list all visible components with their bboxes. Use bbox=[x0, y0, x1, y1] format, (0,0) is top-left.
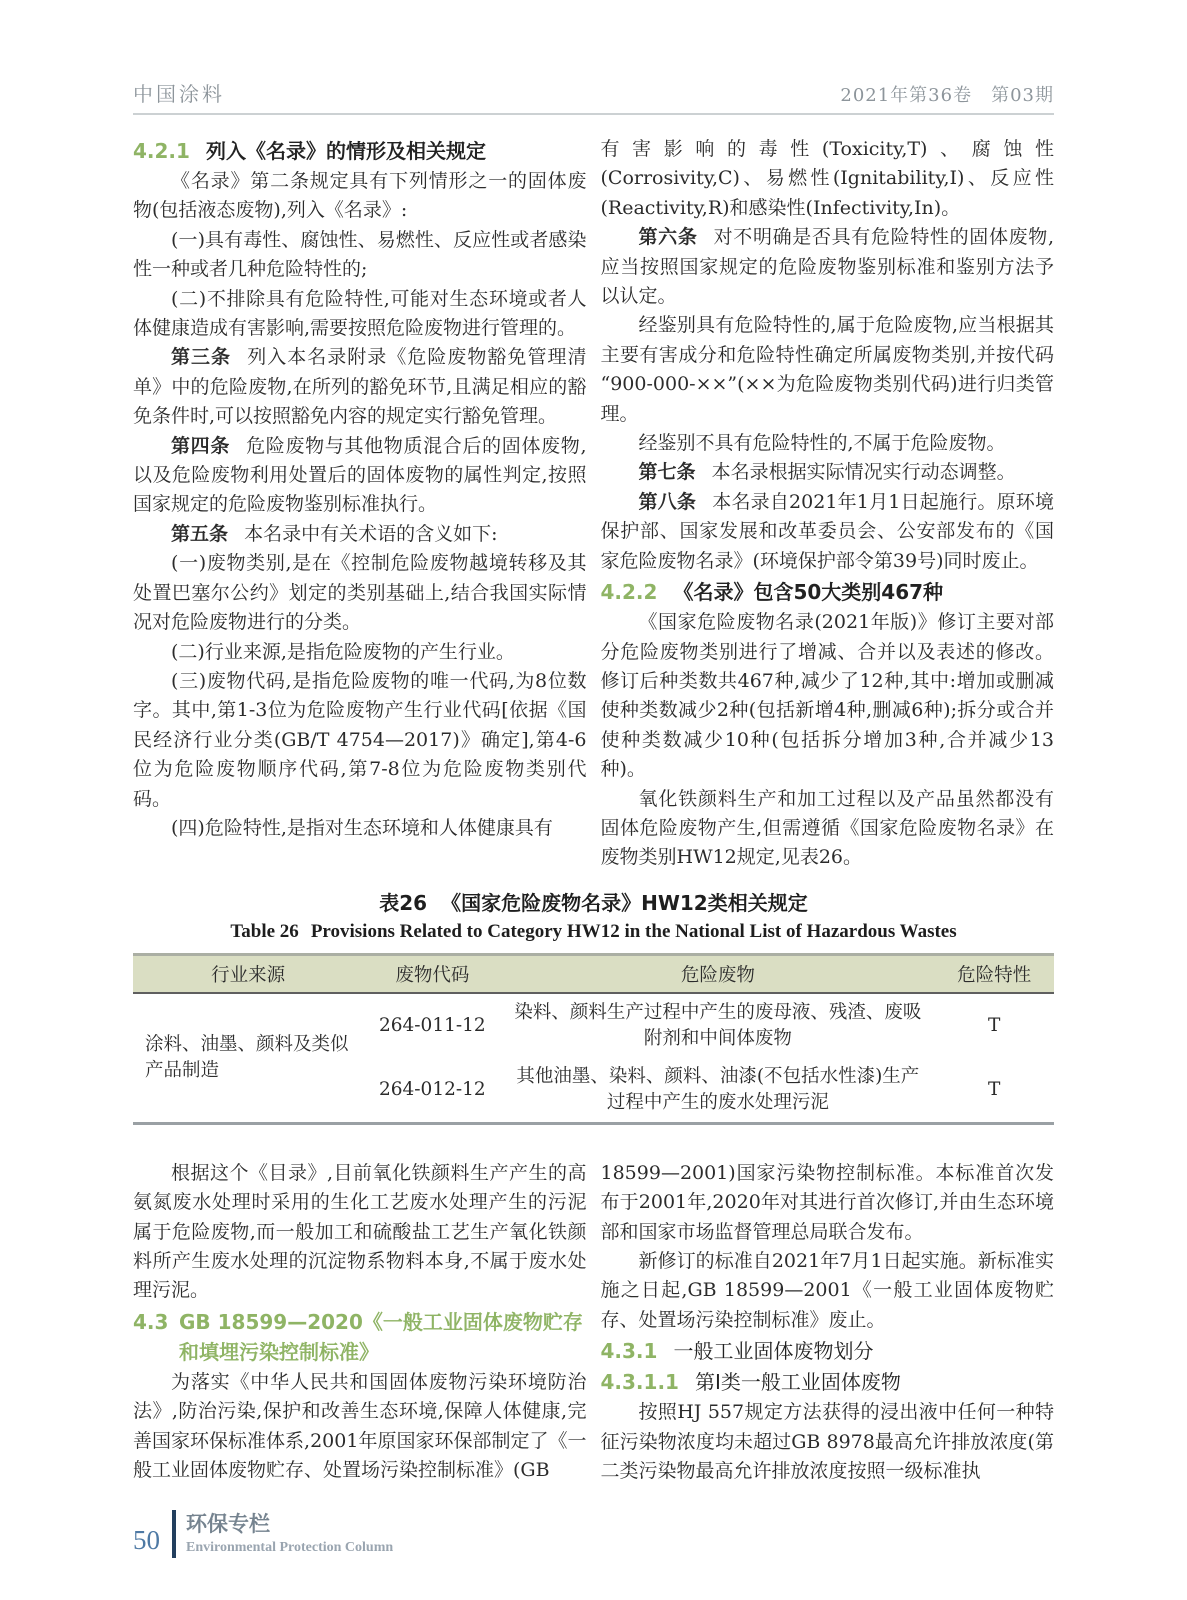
paragraph: 经鉴别具有危险特性的,属于危险废物,应当根据其主要有害成分和危险特性确定所属废物类别,并按代码“900-000-××”(××为危险废物类别代码)进行归类管理。 bbox=[600, 314, 1054, 425]
paragraph: 第四条 危险废物与其他物质混合后的固体废物,以及危险废物利用处置后的固体废物的属性判定,按照国家规定的危险废物鉴别标准执行。 bbox=[133, 434, 587, 516]
page-number: 50 bbox=[133, 1525, 160, 1555]
col-header-hazardous-waste: 危险废物 bbox=[501, 954, 934, 993]
paragraph: 根据这个《目录》,目前氧化铁颜料生产产生的高氨氮废水处理时采用的生化工艺废水处理产生的污泥属于危险废物,而一般加工和硫酸盐工艺生产氧化铁颜料所产生废水处理的沉淀物系物料本身,不属于废水处理污泥。 bbox=[133, 1161, 587, 1302]
section-title: 一般工业固体废物划分 bbox=[673, 1339, 874, 1364]
waste-code-cell: 264-012-12 bbox=[378, 1078, 486, 1100]
waste-code-cell: 264-011-12 bbox=[378, 1014, 486, 1036]
page-footer bbox=[133, 1510, 393, 1558]
paragraph: 为落实《中华人民共和国固体废物污染环境防治法》,防治污染,保护和改善生态环境,保障人体健康,完善国家环保标准体系,2001年原国家环保部制定了《一般工业固体废物贮存、处置场污染控制标准》(GB bbox=[133, 1370, 587, 1481]
article-number: 第五条 bbox=[171, 522, 229, 545]
section-heading-4-3-1 bbox=[601, 1336, 1055, 1366]
article-number: 第八条 bbox=[638, 490, 697, 513]
paragraph: (一)废物类别,是在《控制危险废物越境转移及其处置巴塞尔公约》划定的类别基础上,结合我国实际情况对危险废物进行的分类。 bbox=[133, 552, 587, 634]
paragraph: (四)危险特性,是指对生态环境和人体健康具有 bbox=[171, 816, 553, 839]
section-number: 4.2.2 bbox=[600, 580, 658, 605]
issue-info: 2021年第36卷 第03期 bbox=[840, 85, 1054, 106]
paragraph: 有害影响的毒性(Toxicity,T)、腐蚀性(Corrosivity,C)、易燃性(Ignitability,I)、反应性(Reactivity,R)和感染性(Infectivity,In)。 bbox=[600, 138, 1054, 219]
hazardous-waste-cell: 其他油墨、染料、颜料、油漆(不包括水性漆)生产过程中产生的废水处理污泥 bbox=[516, 1065, 920, 1113]
col-header-hazard-property: 危险特性 bbox=[934, 954, 1054, 993]
left-column-lower bbox=[133, 1159, 587, 1487]
left-column bbox=[133, 135, 587, 873]
footer-divider bbox=[172, 1510, 176, 1558]
article-number: 第三条 bbox=[171, 346, 232, 369]
paragraph: 18599—2001)国家污染物控制标准。本标准首次发布于2001年,2020年对其进行首次修订,并由生态环境部和国家市场监督管理总局联合发布。 bbox=[600, 1161, 1054, 1243]
table-number-zh: 表26 bbox=[379, 890, 428, 915]
table-row bbox=[133, 993, 1054, 1058]
article-number: 第四条 bbox=[171, 434, 230, 457]
section-heading-4-2-2 bbox=[601, 577, 1055, 607]
paragraph: (二)不排除具有危险特性,可能对生态环境或者人体健康造成有害影响,需要按照危险废物进行管理的。 bbox=[133, 287, 587, 340]
paragraph: 氧化铁颜料生产和加工过程以及产品虽然都没有固体危险废物产生,但需遵循《国家危险废物名录》在废物类别HW12规定,见表26。 bbox=[600, 787, 1054, 869]
section-title: 列入《名录》的情形及相关规定 bbox=[205, 139, 486, 163]
section-title: 《名录》包含50大类别467种 bbox=[673, 580, 944, 605]
paragraph: 经鉴别不具有危险特性的,不属于危险废物。 bbox=[638, 432, 1006, 455]
table-header-row bbox=[133, 954, 1054, 993]
section-number: 4.3.1 bbox=[600, 1339, 658, 1364]
hazard-property-cell: T bbox=[987, 1078, 1001, 1100]
journal-name: 中国涂料 bbox=[133, 82, 225, 106]
industry-source-cell: 涂料、油墨、颜料及类似产品制造 bbox=[145, 1033, 349, 1081]
paragraph: (一)具有毒性、腐蚀性、易燃性、反应性或者感染性一种或者几种危险特性的; bbox=[133, 228, 587, 281]
section-title: 第Ⅰ类一般工业固体废物 bbox=[694, 1370, 901, 1395]
paragraph: (三)废物代码,是指危险废物的唯一代码,为8位数字。其中,第1-3位为危险废物产生行业代码[依据《国民经济行业分类(GB/T 4754—2017)》确定],第4-6位为危险废物顺序代码,第7-8位为危险废物类别代码。 bbox=[133, 669, 587, 810]
section-number: 4.3 bbox=[133, 1309, 169, 1334]
paragraph: 第七条 本名录根据实际情况实行动态调整。 bbox=[638, 461, 1016, 484]
lower-columns bbox=[133, 1159, 1054, 1487]
column-name-zh: 环保专栏 bbox=[186, 1511, 270, 1536]
section-heading-4-3 bbox=[133, 1307, 587, 1367]
paragraph: 按照HJ 557规定方法获得的浸出液中任何一种特征污染物浓度均未超过GB 8978最高允许排放浓度(第二类污染物最高允许排放浓度按照一级标准执 bbox=[600, 1401, 1054, 1482]
upper-columns bbox=[133, 135, 1054, 873]
paragraph: 新修订的标准自2021年7月1日起实施。新标准实施之日起,GB 18599—2001《一般工业固体废物贮存、处置场污染控制标准》废止。 bbox=[600, 1249, 1054, 1331]
table-caption-en bbox=[133, 917, 1054, 947]
hazardous-waste-cell: 染料、颜料生产过程中产生的废母液、残渣、废吸附剂和中间体废物 bbox=[514, 1001, 922, 1049]
paragraph: 第三条 列入本名录附录《危险废物豁免管理清单》中的危险废物,在所列的豁免环节,且满足相应的豁免条件时,可以按照豁免内容的规定实行豁免管理。 bbox=[133, 346, 587, 428]
section-heading-4-3-1-1 bbox=[601, 1367, 1055, 1397]
right-column bbox=[601, 135, 1055, 873]
hazardous-waste-table bbox=[133, 953, 1054, 1125]
paragraph: 第五条 本名录中有关术语的含义如下: bbox=[171, 522, 498, 545]
column-label bbox=[186, 1512, 393, 1557]
col-header-waste-code: 废物代码 bbox=[363, 954, 501, 993]
hazard-property-cell: T bbox=[987, 1014, 1001, 1036]
section-heading-4-2-1 bbox=[133, 136, 587, 166]
table-title-en: Provisions Related to Category HW12 in the National List of Hazardous Wastes bbox=[310, 920, 957, 942]
section-title: GB 18599—2020《一般工业固体废物贮存和填埋污染控制标准》 bbox=[179, 1309, 583, 1364]
column-name-en: Environmental Protection Column bbox=[186, 1539, 394, 1555]
paragraph: 《国家危险废物名录(2021年版)》修订主要对部分危险废物类别进行了增减、合并以及表述的修改。修订后种类数共467种,减少了12种,其中:增加或删减使种类数减少2种(包括新增4种,删减6种);拆分或合并使种类数减少10种(包括拆分增加3种,合并减少13种)。 bbox=[600, 611, 1054, 781]
article-number: 第七条 bbox=[638, 461, 696, 484]
page-header bbox=[133, 78, 1054, 115]
col-header-industry-source: 行业来源 bbox=[133, 954, 363, 993]
table-caption-zh bbox=[133, 889, 1054, 917]
paragraph: 《名录》第二条规定具有下列情形之一的固体废物(包括液态废物),列入《名录》: bbox=[133, 170, 587, 222]
table-26-block bbox=[133, 889, 1054, 1125]
section-number: 4.3.1.1 bbox=[600, 1370, 679, 1395]
article-number: 第六条 bbox=[638, 226, 698, 249]
paragraph: 第八条 本名录自2021年1月1日起施行。原环境保护部、国家发展和改革委员会、公安部发布的《国家危险废物名录》(环境保护部令第39号)同时废止。 bbox=[600, 490, 1054, 572]
paragraph: (二)行业来源,是指危险废物的产生行业。 bbox=[171, 640, 515, 663]
section-number: 4.2.1 bbox=[133, 139, 190, 163]
right-column-lower bbox=[601, 1159, 1055, 1487]
table-title-zh: 《国家危险废物名录》HW12类相关规定 bbox=[441, 890, 808, 915]
table-number-en: Table 26 bbox=[230, 920, 299, 942]
paragraph: 第六条 对不明确是否具有危险特性的固体废物,应当按照国家规定的危险废物鉴别标准和鉴别方法予以认定。 bbox=[600, 226, 1054, 308]
